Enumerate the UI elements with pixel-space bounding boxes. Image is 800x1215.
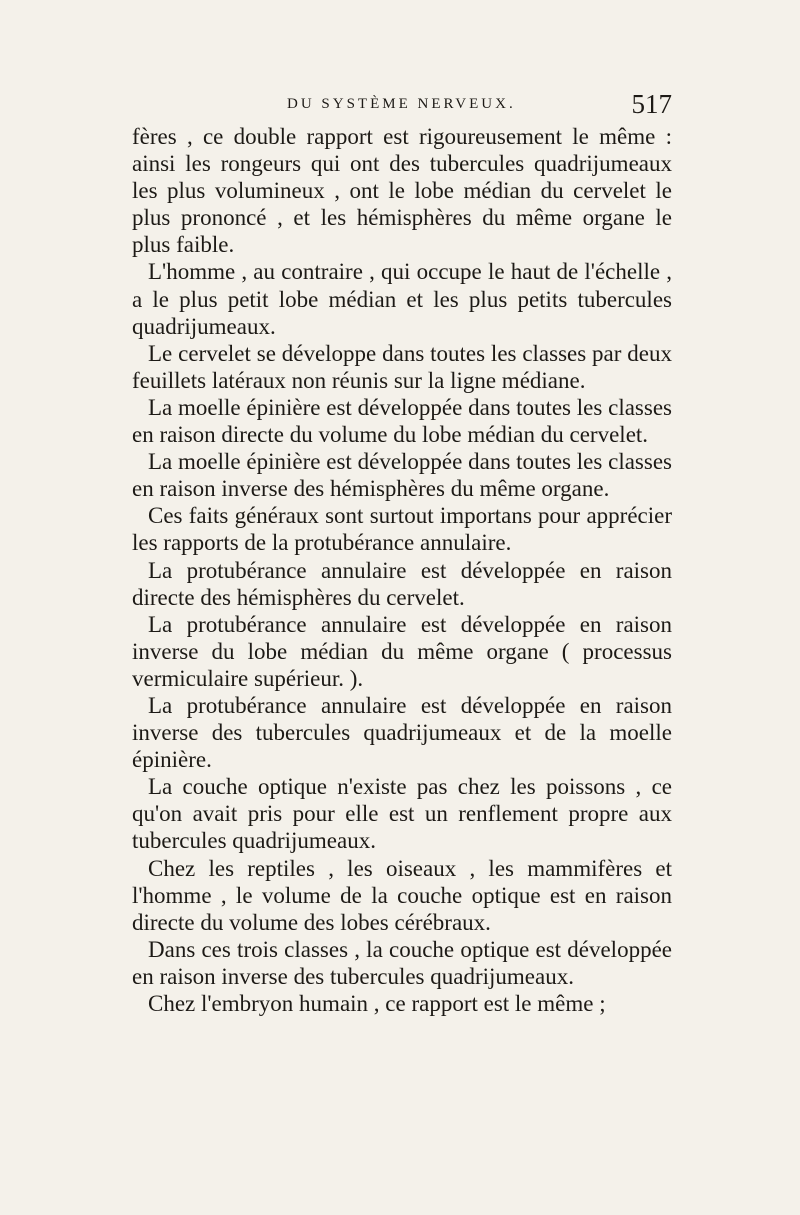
running-title: DU SYSTÈME NERVEUX. xyxy=(287,96,516,112)
paragraph: Dans ces trois classes , la couche optique est développée en raison inverse des tubercules quadrijumeaux. xyxy=(132,936,672,989)
paragraph: La protubérance annulaire est développée en raison directe des hémisphères du cervelet. xyxy=(132,557,672,610)
paragraph: Chez les reptiles , les oiseaux , les mammifères et l'homme , le volume de la couche optique est en raison directe du volume des lobes cérébraux. xyxy=(132,855,672,935)
paragraph: Ces faits généraux sont surtout importans pour apprécier les rapports de la protubérance annulaire. xyxy=(132,503,672,556)
running-head xyxy=(132,89,672,123)
paragraph: La moelle épinière est développée dans toutes les classes en raison directe du volume du lobe médian du cervelet. xyxy=(132,394,672,448)
paragraph: L'homme , au contraire , qui occupe le haut de l'échelle , a le plus petit lobe médian et les plus petits tubercules quadrijumeaux. xyxy=(132,259,672,339)
paragraph: Le cervelet se développe dans toutes les classes par deux feuillets latéraux non réunis sur la ligne médiane. xyxy=(132,340,672,393)
paragraph: La moelle épinière est développée dans toutes les classes en raison inverse des hémisphères du même organe. xyxy=(132,449,672,502)
paragraph: La protubérance annulaire est développée en raison inverse du lobe médian du même organe ( processus vermiculaire supérieur. ). xyxy=(132,611,672,691)
paragraph: Chez l'embryon humain , ce rapport est le même ; xyxy=(148,991,606,1016)
paragraph: La protubérance annulaire est développée en raison inverse des tubercules quadrijumeaux et de la moelle épinière. xyxy=(132,692,672,773)
paragraph: La couche optique n'existe pas chez les poissons , ce qu'on avait pris pour elle est un renflement propre aux tubercules quadrijumeaux. xyxy=(132,774,672,854)
body-text xyxy=(132,123,672,1017)
page-number: 517 xyxy=(631,89,672,119)
paragraph: fères , ce double rapport est rigoureusement le même : ainsi les rongeurs qui ont des tubercules quadrijumeaux les plus volumineux , ont le lobe médian du cervelet le plus prononcé , et les hémisphères du même organe le plus faible. xyxy=(132,124,672,258)
